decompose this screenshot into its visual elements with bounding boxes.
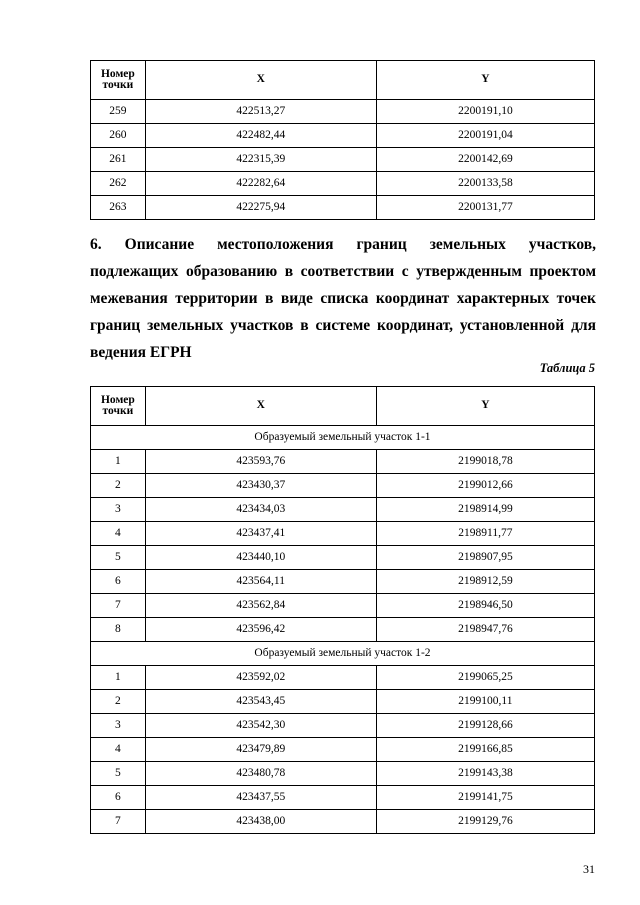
point-number-cell: 261 — [91, 148, 146, 172]
x-coordinate-cell: 423430,37 — [145, 474, 376, 498]
y-coordinate-cell: 2198946,50 — [376, 594, 594, 618]
point-number-cell: 5 — [91, 546, 146, 570]
y-coordinate-cell: 2198914,99 — [376, 498, 594, 522]
page-number: 31 — [583, 862, 595, 876]
y-coordinate-cell: 2200191,04 — [376, 124, 594, 148]
table-header-row — [91, 387, 595, 426]
header-x: X — [145, 61, 376, 100]
table-row — [91, 100, 595, 124]
table-row — [91, 148, 595, 172]
x-coordinate-cell: 423437,55 — [145, 786, 376, 810]
x-coordinate-cell: 423440,10 — [145, 546, 376, 570]
point-number-cell: 262 — [91, 172, 146, 196]
y-coordinate-cell: 2198912,59 — [376, 570, 594, 594]
table-row — [91, 124, 595, 148]
point-number-cell: 7 — [91, 810, 146, 834]
coordinates-table-continued — [90, 60, 595, 220]
x-coordinate-cell: 423434,03 — [145, 498, 376, 522]
x-coordinate-cell: 423438,00 — [145, 810, 376, 834]
x-coordinate-cell: 423593,76 — [145, 450, 376, 474]
table-row — [91, 594, 595, 618]
x-coordinate-cell: 422315,39 — [145, 148, 376, 172]
table-row — [91, 546, 595, 570]
table-caption: Таблица 5 — [539, 361, 595, 375]
y-coordinate-cell: 2199141,75 — [376, 786, 594, 810]
x-coordinate-cell: 423596,42 — [145, 618, 376, 642]
y-coordinate-cell: 2199166,85 — [376, 738, 594, 762]
table-row — [91, 196, 595, 220]
x-coordinate-cell: 423479,89 — [145, 738, 376, 762]
point-number-cell: 3 — [91, 498, 146, 522]
table-row — [91, 450, 595, 474]
heading-line: подлежащих образованию в соответствии с утвержденным проектом — [90, 263, 596, 280]
y-coordinate-cell: 2200131,77 — [376, 196, 594, 220]
x-coordinate-cell: 423437,41 — [145, 522, 376, 546]
point-number-cell: 5 — [91, 762, 146, 786]
point-number-cell: 6 — [91, 570, 146, 594]
header-y: Y — [376, 61, 594, 100]
table-row — [91, 690, 595, 714]
x-coordinate-cell: 423480,78 — [145, 762, 376, 786]
x-coordinate-cell: 422282,64 — [145, 172, 376, 196]
table-row — [91, 498, 595, 522]
y-coordinate-cell: 2200133,58 — [376, 172, 594, 196]
table-row — [91, 618, 595, 642]
x-coordinate-cell: 423592,02 — [145, 666, 376, 690]
plot-title: Образуемый земельный участок 1-1 — [91, 426, 595, 450]
x-coordinate-cell: 423542,30 — [145, 714, 376, 738]
y-coordinate-cell: 2198947,76 — [376, 618, 594, 642]
point-number-cell: 6 — [91, 786, 146, 810]
x-coordinate-cell: 423543,45 — [145, 690, 376, 714]
x-coordinate-cell: 422482,44 — [145, 124, 376, 148]
point-number-cell: 260 — [91, 124, 146, 148]
y-coordinate-cell: 2199129,76 — [376, 810, 594, 834]
y-coordinate-cell: 2199128,66 — [376, 714, 594, 738]
header-y: Y — [376, 387, 594, 426]
table-body — [91, 426, 595, 834]
table-row — [91, 810, 595, 834]
point-number-cell: 263 — [91, 196, 146, 220]
heading-line: ведения ЕГРН — [90, 344, 192, 361]
y-coordinate-cell: 2198911,77 — [376, 522, 594, 546]
header-point-number: Номер точки — [91, 61, 146, 100]
y-coordinate-cell: 2199012,66 — [376, 474, 594, 498]
point-number-cell: 2 — [91, 690, 146, 714]
x-coordinate-cell: 423562,84 — [145, 594, 376, 618]
y-coordinate-cell: 2199018,78 — [376, 450, 594, 474]
header-x: X — [145, 387, 376, 426]
point-number-cell: 8 — [91, 618, 146, 642]
plot-title-row — [91, 642, 595, 666]
point-number-cell: 1 — [91, 450, 146, 474]
y-coordinate-cell: 2199065,25 — [376, 666, 594, 690]
header-point-number: Номер точки — [91, 387, 146, 426]
section-heading — [90, 231, 596, 366]
y-coordinate-cell: 2199100,11 — [376, 690, 594, 714]
point-number-cell: 2 — [91, 474, 146, 498]
point-number-cell: 1 — [91, 666, 146, 690]
point-number-cell: 259 — [91, 100, 146, 124]
plot-title-row — [91, 426, 595, 450]
y-coordinate-cell: 2200191,10 — [376, 100, 594, 124]
table-row — [91, 762, 595, 786]
x-coordinate-cell: 423564,11 — [145, 570, 376, 594]
table-row — [91, 474, 595, 498]
point-number-cell: 4 — [91, 522, 146, 546]
y-coordinate-cell: 2199143,38 — [376, 762, 594, 786]
y-coordinate-cell: 2198907,95 — [376, 546, 594, 570]
table-header-row — [91, 61, 595, 100]
x-coordinate-cell: 422513,27 — [145, 100, 376, 124]
table-row — [91, 786, 595, 810]
heading-line: межевания территории в виде списка координат характерных точек — [90, 290, 596, 307]
table-row — [91, 522, 595, 546]
table-row — [91, 570, 595, 594]
table-body — [91, 100, 595, 220]
heading-line: 6. Описание местоположения границ земельных участков, — [90, 236, 596, 253]
point-number-cell: 7 — [91, 594, 146, 618]
table-row — [91, 738, 595, 762]
table-row — [91, 714, 595, 738]
table-row — [91, 172, 595, 196]
point-number-cell: 4 — [91, 738, 146, 762]
x-coordinate-cell: 422275,94 — [145, 196, 376, 220]
coordinates-table-5 — [90, 386, 595, 834]
heading-line: границ земельных участков в системе координат, установленной для — [90, 317, 596, 334]
table-row — [91, 666, 595, 690]
y-coordinate-cell: 2200142,69 — [376, 148, 594, 172]
plot-title: Образуемый земельный участок 1-2 — [91, 642, 595, 666]
point-number-cell: 3 — [91, 714, 146, 738]
